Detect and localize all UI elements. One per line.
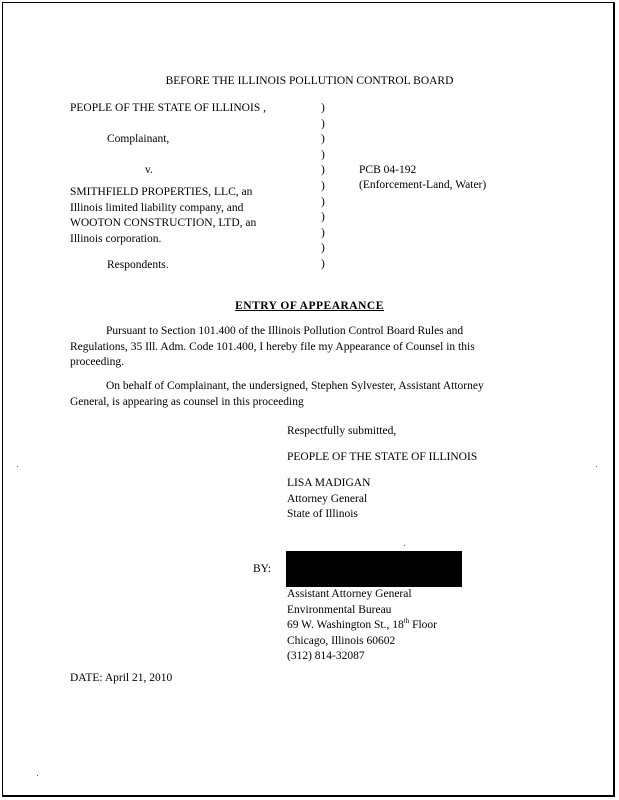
- by-label: BY:: [253, 563, 272, 575]
- paren-mark: ): [321, 179, 325, 192]
- state-line: State of Illinois: [287, 508, 358, 520]
- paren-mark: ): [321, 226, 325, 239]
- paren-mark: ): [321, 133, 325, 146]
- document-heading: ENTRY OF APPEARANCE: [235, 300, 384, 312]
- closing-line: Respectfully submitted,: [287, 425, 397, 437]
- scan-speck: [596, 466, 597, 467]
- case-number: PCB 04-192: [359, 164, 417, 176]
- date-line: DATE: April 21, 2010: [70, 672, 173, 684]
- defendant-line: Illinois limited liability company, and: [70, 201, 244, 214]
- body-paragraph: [70, 324, 495, 371]
- scan-speck: [404, 545, 405, 546]
- attorney-general-block: [287, 476, 370, 523]
- bureau-name: Environmental Bureau: [287, 603, 392, 616]
- scan-speck: [37, 775, 38, 776]
- redacted-signature: [286, 551, 462, 587]
- defendant-block: [70, 185, 256, 247]
- versus-label: v.: [145, 164, 153, 176]
- paren-mark: ): [321, 148, 325, 161]
- caption-parenthesis-column: [321, 101, 325, 273]
- defendant-role: Respondents.: [107, 259, 169, 271]
- signing-party: PEOPLE OF THE STATE OF ILLINOIS: [287, 451, 478, 463]
- paragraph-text: Pursuant to Section 101.400 of the Illinois Pollution Control Board Rules and Regulations, 35 Ill. Adm. Code 101.400, I hereby file my Appearance of Counsel in this proceeding.: [70, 325, 475, 368]
- paragraph-text: On behalf of Complainant, the undersigned, Stephen Sylvester, Assistant Attorney General, is appearing as counsel in this proceeding: [70, 380, 484, 408]
- phone-number: (312) 814-32087: [287, 650, 365, 662]
- body-paragraph: [70, 379, 495, 410]
- defendant-line: SMITHFIELD PROPERTIES, LLC, an: [70, 186, 253, 198]
- paren-mark: ): [321, 164, 325, 177]
- attorney-general-name: LISA MADIGAN: [287, 477, 371, 489]
- defendant-line: WOOTON CONSTRUCTION, LTD, an: [70, 217, 257, 229]
- paren-mark: ): [321, 117, 325, 130]
- paren-mark: ): [321, 257, 325, 270]
- scan-speck: [17, 466, 18, 467]
- signer-title: Assistant Attorney General: [287, 588, 412, 600]
- paren-mark: ): [321, 102, 325, 114]
- paren-mark: ): [321, 211, 325, 224]
- paren-mark: ): [321, 195, 325, 208]
- street-address: 69 W. Washington St., 18th Floor: [287, 617, 438, 631]
- attorney-general-title: Attorney General: [287, 492, 368, 505]
- case-type: (Enforcement-Land, Water): [359, 179, 487, 191]
- board-title: BEFORE THE ILLINOIS POLLUTION CONTROL BOARD: [165, 75, 454, 87]
- plaintiff-name: PEOPLE OF THE STATE OF ILLINOIS ,: [70, 102, 266, 114]
- city-line: Chicago, Illinois 60602: [287, 634, 396, 647]
- paren-mark: ): [321, 242, 325, 255]
- defendant-line: Illinois corporation.: [70, 232, 162, 245]
- plaintiff-role: Complainant,: [107, 133, 170, 145]
- signer-block: [287, 587, 437, 665]
